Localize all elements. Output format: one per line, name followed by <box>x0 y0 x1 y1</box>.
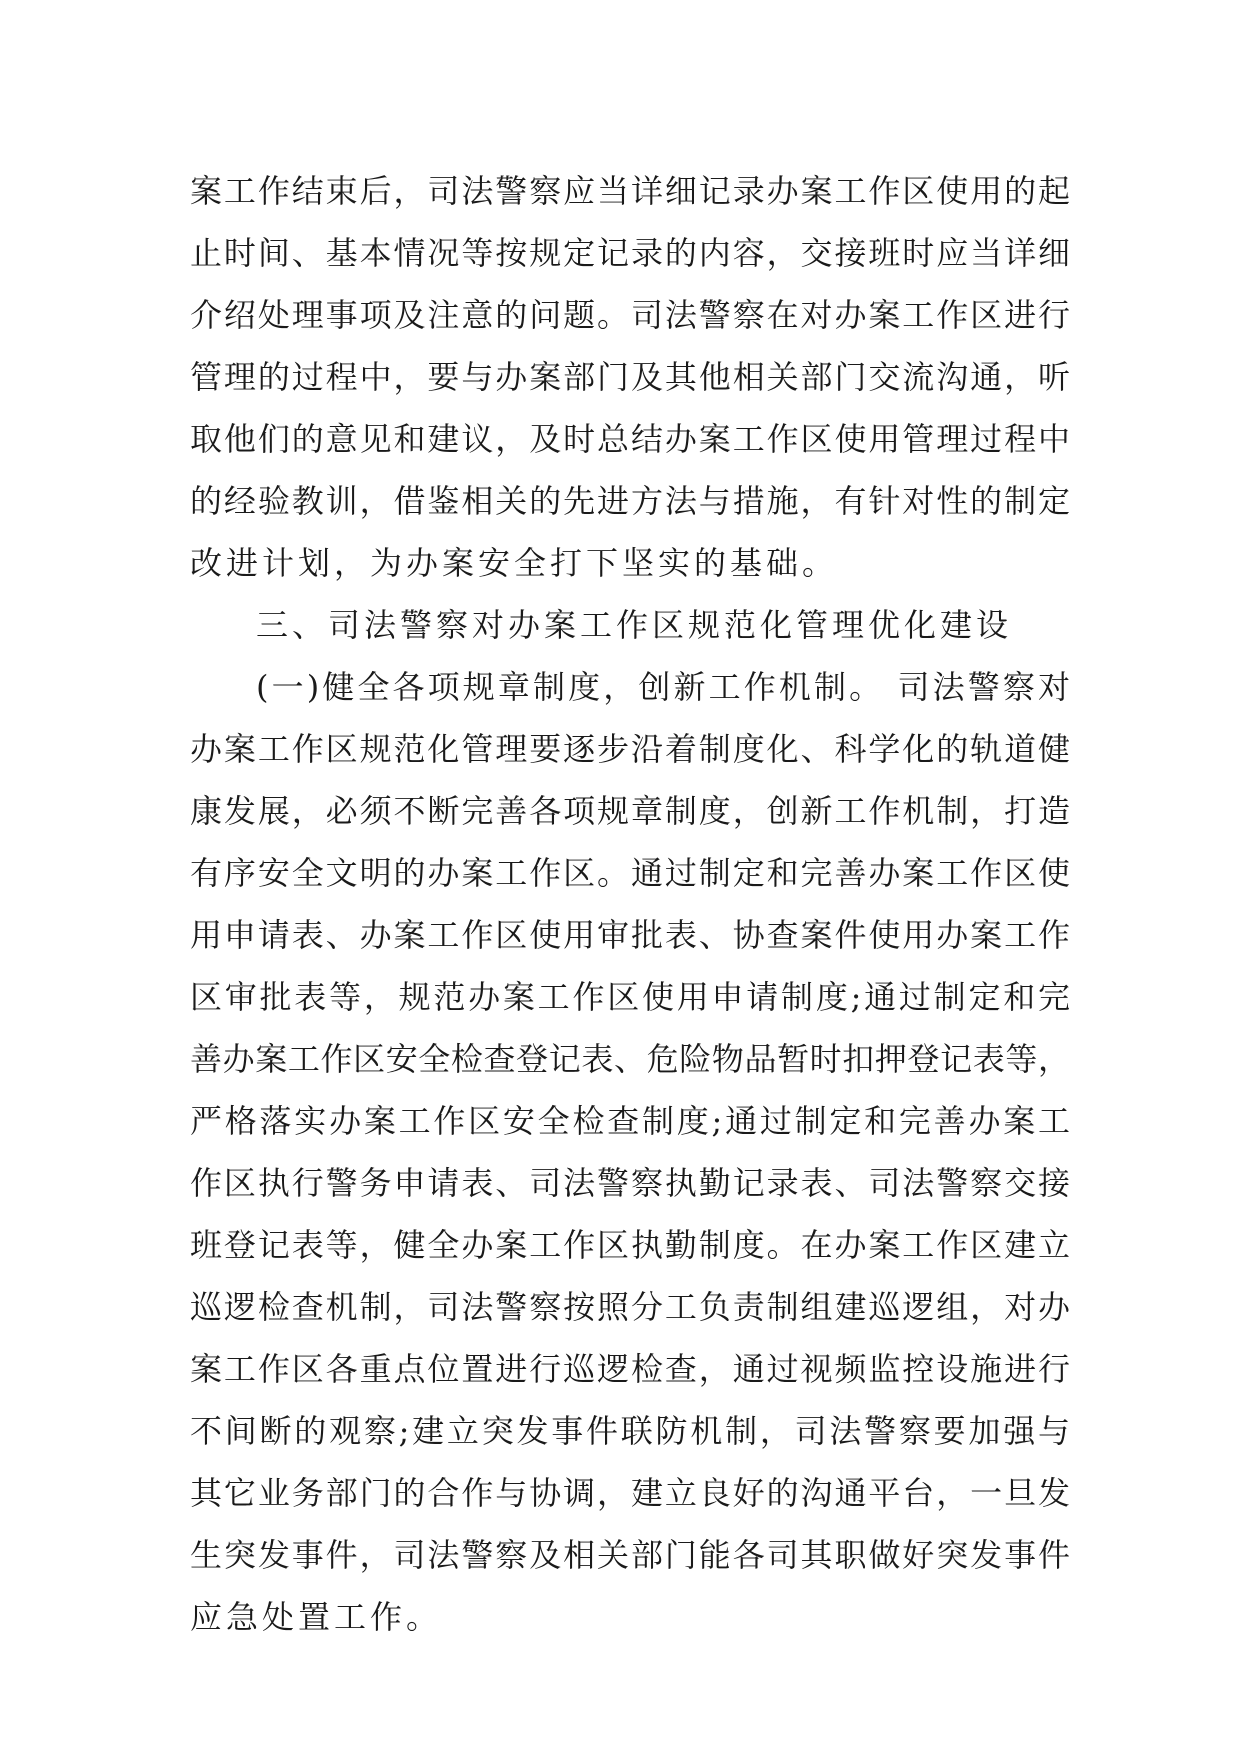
text-line: 善办案工作区安全检查登记表、危险物品暂时扣押登记表等， <box>190 1040 1070 1078</box>
text-line: 生突发事件，司法警察及相关部门能各司其职做好突发事件 <box>190 1536 1070 1574</box>
text-line: 案工作结束后，司法警察应当详细记录办案工作区使用的起 <box>190 172 1070 210</box>
text-line: 康发展，必须不断完善各项规章制度，创新工作机制，打造 <box>190 792 1070 830</box>
text-line: 班登记表等，健全办案工作区执勤制度。在办案工作区建立 <box>190 1226 1070 1264</box>
text-line: 有序安全文明的办案工作区。通过制定和完善办案工作区使 <box>190 854 1070 892</box>
text-line: 应急处置工作。 <box>190 1598 443 1636</box>
text-line: 管理的过程中，要与办案部门及其他相关部门交流沟通，听 <box>190 358 1070 396</box>
subsection-heading: (一)健全各项规章制度，创新工作机制。 司法警察对 <box>256 668 1070 706</box>
text-line: 介绍处理事项及注意的问题。司法警察在对办案工作区进行 <box>190 296 1070 334</box>
text-line: 其它业务部门的合作与协调，建立良好的沟通平台，一旦发 <box>190 1474 1070 1512</box>
text-line: 不间断的观察;建立突发事件联防机制，司法警察要加强与 <box>190 1412 1070 1450</box>
document-body <box>190 160 1070 1648</box>
text-line: 巡逻检查机制，司法警察按照分工负责制组建巡逻组，对办 <box>190 1288 1070 1326</box>
text-line: 办案工作区规范化管理要逐步沿着制度化、科学化的轨道健 <box>190 730 1070 768</box>
text-line: 区审批表等，规范办案工作区使用申请制度;通过制定和完 <box>190 978 1070 1016</box>
text-line: 取他们的意见和建议，及时总结办案工作区使用管理过程中 <box>190 420 1070 458</box>
text-line: 止时间、基本情况等按规定记录的内容，交接班时应当详细 <box>190 234 1070 272</box>
text-line: 案工作区各重点位置进行巡逻检查，通过视频监控设施进行 <box>190 1350 1070 1388</box>
text-line: 改进计划，为办案安全打下坚实的基础。 <box>190 544 839 582</box>
text-line: 严格落实办案工作区安全检查制度;通过制定和完善办案工 <box>190 1102 1070 1140</box>
text-line: 的经验教训，借鉴相关的先进方法与措施，有针对性的制定 <box>190 482 1070 520</box>
text-line: 用申请表、办案工作区使用审批表、协查案件使用办案工作 <box>190 916 1070 954</box>
section-heading: 三、司法警察对办案工作区规范化管理优化建设 <box>256 606 1013 644</box>
text-line: 作区执行警务申请表、司法警察执勤记录表、司法警察交接 <box>190 1164 1070 1202</box>
